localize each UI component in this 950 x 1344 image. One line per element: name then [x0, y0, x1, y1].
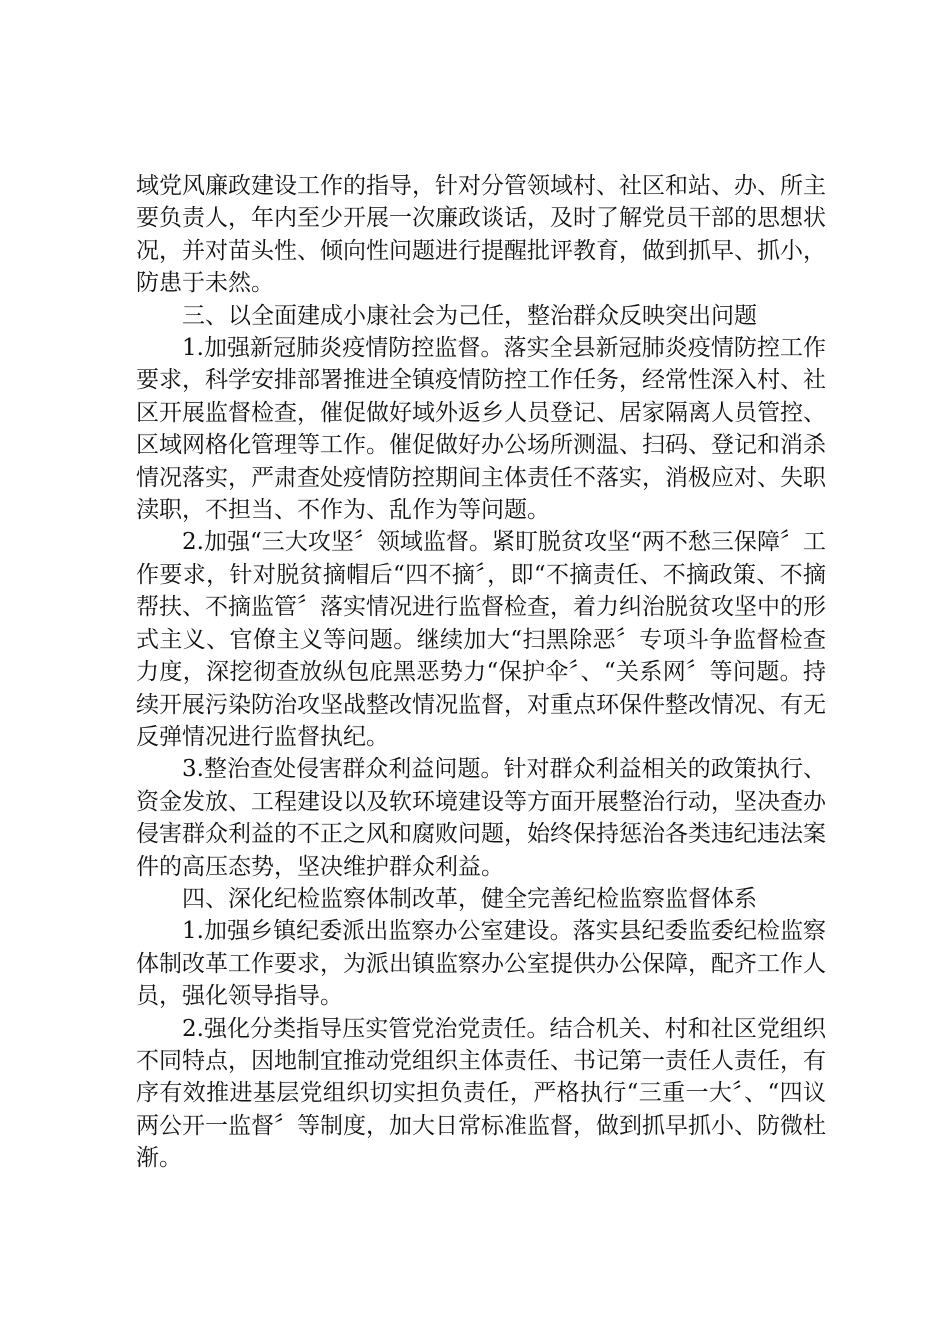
body-text — [136, 170, 826, 1175]
section-heading-4: 四、深化纪检监察体制改革，健全完善纪检监察监督体系 — [182, 885, 757, 912]
paragraph-continuation: 域党风廉政建设工作的指导，针对分管领域村、社区和站、办、所主要负责人，年内至少开展一次廉政谈话，及时了解党员干部的思想状况，并对苗头性、倾向性问题进行提醒批评教育，做到抓早、抓小，防患于未然。 — [136, 173, 826, 297]
paragraph-3-3: 3.整治查处侵害群众利益问题。针对群众利益相关的政策执行、资金发放、工程建设以及软环境建设等方面开展整治行动，坚决查办侵害群众利益的不正之风和腐败问题，始终保持惩治各类违纪违法案件的高压态势，坚决维护群众利益。 — [136, 756, 826, 880]
paragraph-4-2: 2.强化分类指导压实管党治党责任。结合机关、村和社区党组织不同特点，因地制宜推动党组织主体责任、书记第一责任人责任，有序有效推进基层党组织切实担负责任，严格执行“三重一大〞、“四议两公开一监督〞等制度，加大日常标准监督，做到抓早抓小、防微杜渐。 — [136, 1015, 826, 1172]
paragraph-3-2: 2.加强“三大攻坚〞领域监督。紧盯脱贫攻坚“两不愁三保障〞工作要求，针对脱贫摘帽后“四不摘〞，即“不摘责任、不摘政策、不摘帮扶、不摘监管〞落实情况进行监督检查，着力纠治脱贫攻坚中的形式主义、官僚主义等问题。继续加大“扫黑除恶〞专项斗争监督检查力度，深挖彻查放纵包庇黑恶势力“保护伞〞、“关系网〞等问题。持续开展污染防治攻坚战整改情况监督，对重点环保件整改情况、有无反弹情况进行监督执纪。 — [136, 529, 826, 750]
section-heading-3: 三、以全面建成小康社会为己任，整治群众反映突出问题 — [182, 302, 757, 329]
paragraph-4-1: 1.加强乡镇纪委派出监察办公室建设。落实县纪委监委纪检监察体制改革工作要求，为派出镇监察办公室提供办公保障，配齐工作人员，强化领导指导。 — [136, 918, 826, 1010]
paragraph-3-1: 1.加强新冠肺炎疫情防控监督。落实全县新冠肺炎疫情防控工作要求，科学安排部署推进全镇疫情防控工作任务，经常性深入村、社区开展监督检查，催促做好域外返乡人员登记、居家隔离人员管控、区域网格化管理等工作。催促做好办公场所测温、扫码、登记和消杀情况落实，严肃查处疫情防控期间主体责任不落实，消极应对、失职渎职，不担当、不作为、乱作为等问题。 — [136, 335, 826, 524]
